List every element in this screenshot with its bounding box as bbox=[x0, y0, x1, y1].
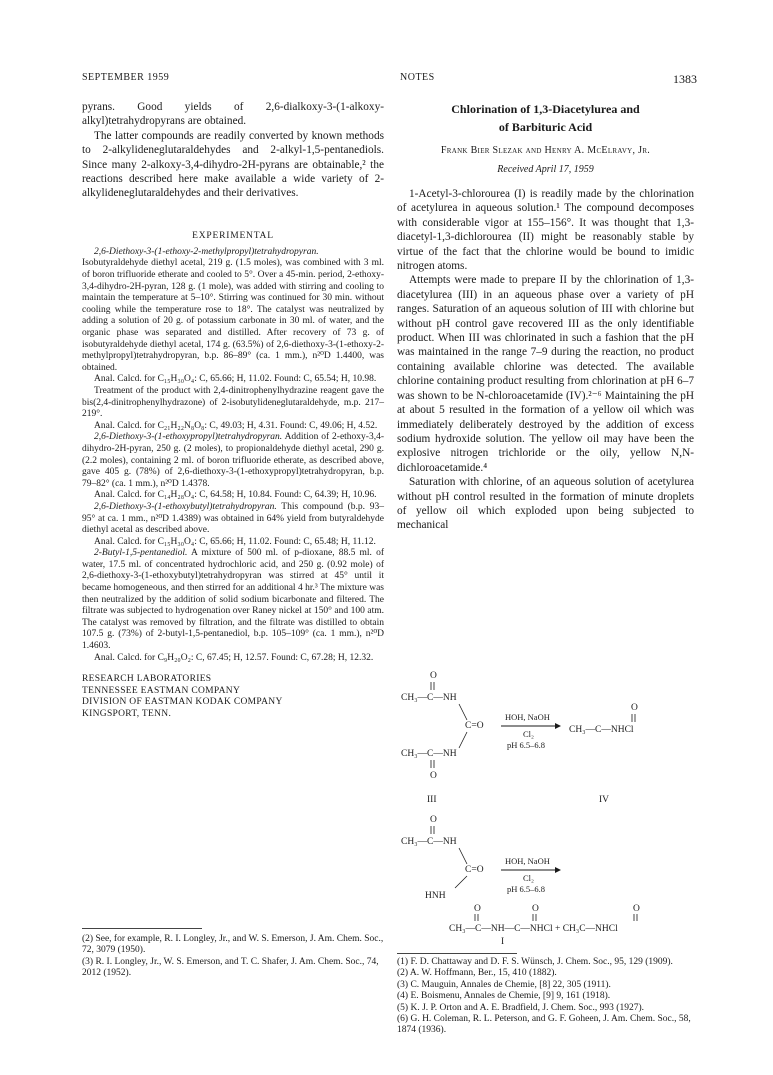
footnote-rule bbox=[397, 953, 517, 954]
reagent-label: Cl₂ bbox=[523, 873, 534, 883]
bond bbox=[459, 704, 467, 720]
footnote: (6) G. H. Coleman, R. L. Peterson, and G. F. Goheen, J. Am. Chem. Soc., 58, 1874 (1936). bbox=[397, 1014, 691, 1036]
received-date: Received April 17, 1959 bbox=[497, 164, 594, 175]
footnote: (4) E. Boismenu, Annales de Chemie, [9] 9, 161 (1918). bbox=[397, 991, 611, 1002]
reagent-label: HOH, NaOH bbox=[505, 712, 550, 722]
page-number: 1383 bbox=[673, 72, 697, 86]
procedure-paragraph bbox=[82, 548, 384, 652]
reagent-label: Cl₂ bbox=[523, 729, 534, 739]
procedure-text: Isobutyraldehyde diethyl acetal, 219 g. (1.5 moles), was combined with 3 ml. of boron trifluoride etherate and cooled to 5°. Over a 45-min. period, 2-ethoxy-3,4-dihydro-2H-pyran, 128 g. (1 mole), was added with stirring and cooling to maintain the temperature at 5–10°. Stirring was continued for 30 min. without cooling while the temperature rose to 18°. The catalyst was neutralized by adding a solution of 20 g. of potassium carbonate in 30 ml. of water, and the organic phase was separated and distilled. After recovery of 73 g. of isobutyraldehyde diethyl acetal, 174 g. (63.5%) of 2,6-diethoxy-3-(1-ethoxy-2-methylpropyl)tetrahydropyran, b.p. 86–89° (ca. 1 mm.), n²⁰D 1.4400, was obtained. bbox=[82, 258, 384, 373]
paragraph: Saturation with chlorine, of an aqueous solution of acetylurea without pH control resulted in the formation of minute droplets of yellow oil which exploded upon being subjected to mechanical bbox=[397, 476, 694, 532]
carbonyl-oxygen: O bbox=[430, 815, 437, 825]
carbonyl-oxygen: O bbox=[474, 904, 481, 914]
product-formula: CH₃—C—NH—C—NHCl + CH₃C—NHCl bbox=[449, 924, 618, 934]
footnote: (1) F. D. Chattaway and D. F. S. Wünsch, J. Chem. Soc., 95, 129 (1909). bbox=[397, 957, 673, 967]
product-formula: CH₃—C—NHCl bbox=[569, 725, 634, 735]
paragraph: pyrans. Good yields of 2,6-dialkoxy-3-(1-alkoxy-alkyl)tetrahydropyrans are obtained. bbox=[82, 101, 384, 128]
running-header-date: SEPTEMBER 1959 bbox=[82, 72, 170, 83]
address-line: TENNESSEE EASTMAN COMPANY bbox=[82, 685, 241, 696]
carbonyl-oxygen: O bbox=[532, 904, 539, 914]
bond bbox=[459, 732, 467, 748]
analysis: Anal. Calcd. for C₁₅H₃₀O₄: C, 65.66; H, 11.02. Found: C, 65.48; H, 11.12. bbox=[94, 536, 376, 547]
compound-label-IV: IV bbox=[599, 795, 610, 805]
running-header-section: NOTES bbox=[400, 72, 435, 83]
carbonyl-oxygen: O bbox=[430, 671, 437, 681]
paragraph: The latter compounds are readily converted by known methods to 2-alkylideneglutaraldehydes and 2-alkyl-1,5-pentanediols. Since many 2-alkoxy-3,4-dihydro-2H-pyrans are obtainable,² the reactions described here make available a wide variety of 2-alkylideneglutaraldehydes and their derivatives. bbox=[82, 129, 384, 200]
article-authors: Frank Bier Slezak and Henry A. McElravy, Jr. bbox=[440, 145, 651, 156]
procedure-text: This compound (b.p. 93–95° at ca. 1 mm., n²⁰D 1.4389) was obtained in 64% yield from butyraldehyde diethyl acetal as described above. bbox=[82, 501, 384, 536]
procedure-text: Addition of 2-ethoxy-3,4-dihydro-2H-pyran, 250 g. (2 moles), to propionaldehyde diethyl acetal, 290 g. (2.2 moles), containing 2 ml. of boron trifluoride etherate, as described above, gave 405 g. (78%) of 2,6-diethoxy-3-(1-ethoxypropyl)tetrahydropyran, b.p. 79–82° (ca. 1 mm.), n²⁰D 1.4378. bbox=[82, 432, 384, 489]
carbonyl-oxygen: O bbox=[430, 771, 437, 781]
procedure-title: 2-Butyl-1,5-pentanediol. bbox=[94, 548, 188, 559]
procedure-paragraph bbox=[82, 432, 384, 490]
procedure-paragraph bbox=[82, 247, 384, 375]
bond bbox=[459, 848, 467, 864]
procedure-title: 2,6-Diethoxy-3-(1-ethoxy-2-methylpropyl)tetrahydropyran. bbox=[94, 246, 319, 257]
carbonyl-oxygen: O bbox=[633, 904, 640, 914]
footnote: (5) K. J. P. Orton and A. E. Bradfield, J. Chem. Soc., 993 (1927). bbox=[397, 1002, 644, 1013]
analysis: Anal. Calcd. for C₉H₂₀O₂: C, 67.45; H, 12.57. Found: C, 67.28; H, 12.32. bbox=[94, 652, 374, 663]
reaction-products bbox=[397, 902, 707, 952]
acetyl-group: CH₃—C—NH bbox=[401, 693, 457, 703]
procedure-title: 2,6-Diethoxy-3-(1-ethoxypropyl)tetrahydropyran. bbox=[94, 432, 283, 443]
acetyl-group: CH₃—C—NH bbox=[401, 837, 457, 847]
footnote: (2) A. W. Hoffmann, Ber., 15, 410 (1882). bbox=[397, 968, 557, 979]
procedure-paragraph bbox=[82, 502, 384, 537]
footnote: (3) C. Mauguin, Annales de Chemie, [8] 22, 305 (1911). bbox=[397, 979, 611, 990]
address-line: KINGSPORT, TENN. bbox=[82, 709, 172, 719]
arrow-head bbox=[555, 867, 561, 873]
article-title bbox=[397, 100, 694, 136]
footnote-rule bbox=[82, 928, 202, 929]
reagent-label: pH 6.5–6.8 bbox=[507, 884, 546, 894]
footnote: (2) See, for example, R. I. Longley, Jr., and W. S. Emerson, J. Am. Chem. Soc., 72, 3079 (1950). bbox=[82, 934, 384, 956]
amino-group: HNH bbox=[425, 891, 446, 901]
address-line: RESEARCH LABORATORIES bbox=[82, 674, 212, 685]
procedure-text: A mixture of 500 ml. of p-dioxane, 88.5 ml. of water, 17.5 ml. of concentrated hydrochloric acid, and 250 g. (0.92 mole) of 2,6-diethoxy-3-(1-ethoxybutyl)tetrahydropyran was stirred at 45° until it became homogeneous, and then stirred for an additional 4 hr.³ The mixture was then neutralized by the addition of solid sodium bicarbonate and filtered. The filtrate was subjected to hydrogenation over Raney nickel at 150° and 100 atm. The catalyst was removed by filtration, and the filtrate was distilled to obtain 107.5 g. (73%) of 2-butyl-1,5-pentanediol, b.p. 105–109° (ca. 1 mm.), n²⁰D 1.4603. bbox=[82, 548, 384, 652]
urea-carbonyl: C=O bbox=[465, 865, 484, 875]
reagent-label: pH 6.5–6.8 bbox=[507, 740, 546, 750]
right-footnotes bbox=[397, 957, 694, 1037]
acetyl-group: CH₃—C—NH bbox=[401, 749, 457, 759]
reagent-label: HOH, NaOH bbox=[505, 856, 550, 866]
left-footnotes bbox=[82, 934, 384, 980]
right-column bbox=[397, 100, 694, 533]
address-line: DIVISION OF EASTMAN KODAK COMPANY bbox=[82, 697, 283, 708]
title-line: of Barbituric Acid bbox=[498, 120, 593, 134]
analysis: Anal. Calcd. for C₁₅H₃₀O₄: C, 65.66; H, 11.02. Found: C, 65.54; H, 10.98. bbox=[94, 374, 377, 385]
reaction-scheme bbox=[397, 662, 707, 901]
footnote: (3) R. I. Longley, Jr., W. S. Emerson, and T. C. Shafer, J. Am. Chem. Soc., 74, 2012 (1952). bbox=[82, 956, 379, 979]
section-heading: EXPERIMENTAL bbox=[192, 230, 274, 241]
compound-label-III: III bbox=[427, 795, 437, 805]
compound-label-I: I bbox=[501, 937, 505, 947]
procedure-title: 2,6-Diethoxy-3-(1-ethoxybutyl)tetrahydropyran. bbox=[94, 501, 277, 512]
urea-carbonyl: C=O bbox=[465, 721, 484, 731]
analysis: Anal. Calcd. for C₂₁H₂₂N₈O₈: C, 49.03; H, 4.31. Found: C, 49.06; H, 4.52. bbox=[94, 420, 378, 431]
affiliation-address bbox=[82, 674, 384, 720]
procedure-paragraph: Treatment of the product with 2,4-dinitrophenylhydrazine reagent gave the bis(2,4-dinitrophenylhydrazone) of 2-isobutylideneglutaraldehyde, m.p. 217–219°. bbox=[82, 385, 384, 420]
analysis: Anal. Calcd. for C₁₄H₂₈O₄: C, 64.58; H, 10.84. Found: C, 64.39; H, 10.96. bbox=[94, 490, 377, 501]
carbonyl-oxygen: O bbox=[631, 703, 638, 713]
title-line: Chlorination of 1,3-Diacetylurea and bbox=[451, 102, 640, 116]
paragraph: 1-Acetyl-3-chlorourea (I) is readily made by the chlorination of acetylurea in aqueous solution.¹ The compound decomposes with considerable vigor at 155–156°. It was thought that 1,3-diacetyl-1,3-dichlorourea (II) might be reasonably stable by virtue of the fact that the chlorine would be bound to imidic nitrogen atoms. bbox=[397, 188, 694, 273]
arrow-head bbox=[555, 723, 561, 729]
bond bbox=[455, 876, 467, 888]
paragraph: Attempts were made to prepare II by the chlorination of 1,3-diacetylurea (III) in an aqueous phase over a variety of pH ranges. Saturation of an aqueous solution of III with chlorine but without pH control gave recovered III as the only identifiable product. When III was chlorinated in such a fashion that the pH was maintained in the range 7–9 during the reaction, no product containing available chlorine was detected. The available chlorine containing product resulting from chlorination at pH 6–7 was shown to be N-chloroacetamide (IV).²⁻⁶ Maintaining the pH at about 5 resulted in the formation of a yellow oil which was immediately deliberately destroyed by the addition of excess sodium hydroxide solution. The yellow oil may have been the explosive nitrogen trichloride or the oily, yellow N,N-dichloroacetamide.⁴ bbox=[397, 274, 694, 474]
left-column bbox=[82, 100, 384, 721]
